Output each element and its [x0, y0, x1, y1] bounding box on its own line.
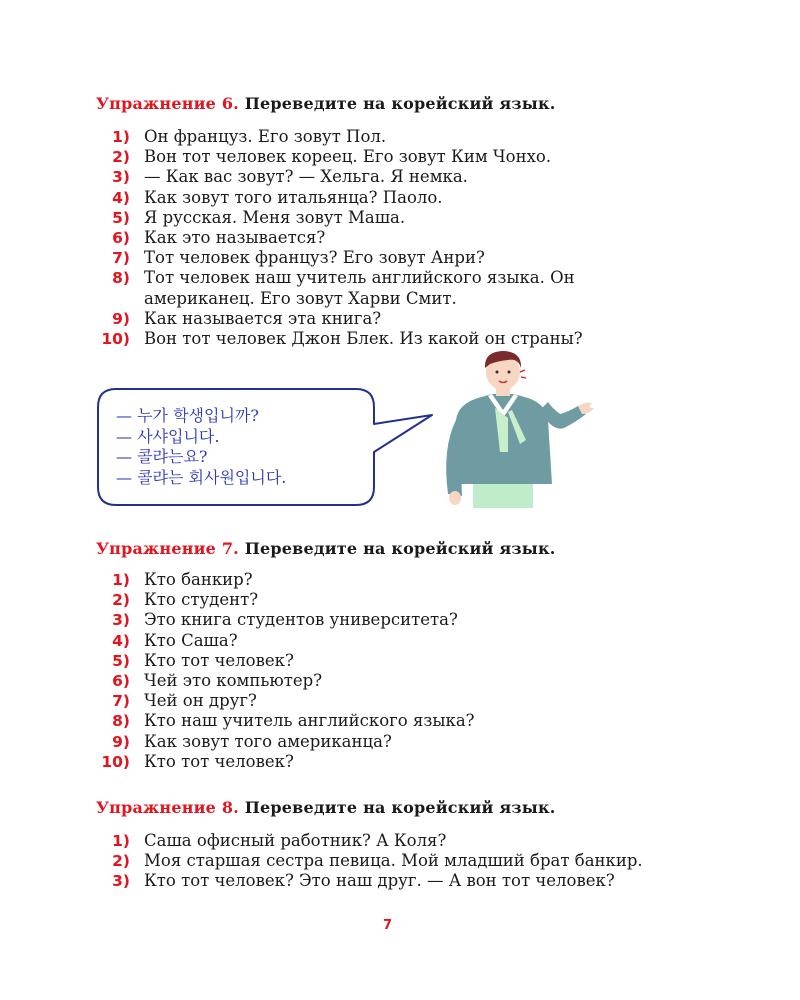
- item-number: 9): [112, 309, 130, 328]
- list-item: [0, 248, 800, 268]
- item-text: Чей он друг?: [144, 691, 257, 711]
- exercise-6-label: Упражнение 6.: [96, 94, 239, 113]
- item-text: Кто банкир?: [144, 570, 253, 589]
- item-number: 5): [112, 651, 130, 670]
- list-item: [0, 691, 800, 711]
- list-item: [0, 711, 800, 731]
- list-item: [0, 831, 800, 851]
- item-number: 2): [112, 591, 130, 610]
- list-item: [0, 651, 800, 671]
- item-text: Как называется эта книга?: [144, 308, 382, 328]
- exercise-8-heading: [96, 798, 556, 817]
- man-in-hanbok-icon: [428, 348, 598, 508]
- item-number: 8): [112, 712, 130, 731]
- item-number: 7): [112, 249, 130, 268]
- item-text: Моя старшая сестра певица. Мой младший брат банкир.: [144, 851, 643, 871]
- page-number: 7: [382, 918, 393, 933]
- list-item: [0, 590, 800, 610]
- list-item: [0, 228, 800, 248]
- list-item: [0, 851, 800, 871]
- dialogue-lines: [116, 406, 286, 488]
- item-text: Как зовут того американца?: [144, 731, 392, 751]
- item-text: Кто тот человек? Это наш друг. — А вон тот человек?: [144, 871, 615, 891]
- exercise-8-label: Упражнение 8.: [96, 798, 239, 817]
- item-number: 1): [112, 571, 130, 589]
- item-number: 8): [112, 269, 130, 288]
- list-item: [0, 309, 800, 329]
- item-text: Тот человек француз? Его зовут Анри?: [144, 248, 485, 268]
- item-text: Кто наш учитель английского языка?: [144, 711, 475, 731]
- list-item: [0, 671, 800, 691]
- item-text: Кто тот человек?: [144, 751, 294, 771]
- item-number: 4): [112, 188, 130, 207]
- item-text: Как это называется?: [144, 228, 326, 248]
- exercise-8-list: [0, 831, 800, 892]
- item-number: 3): [112, 611, 130, 630]
- item-text: Он француз. Его зовут Пол.: [144, 127, 387, 146]
- man-illustration: [428, 348, 598, 512]
- item-text: Я русская. Меня зовут Маша.: [144, 207, 406, 227]
- list-item: [0, 871, 800, 891]
- exercise-8-instruction: Переведите на корейский язык.: [244, 798, 556, 817]
- item-number: 10): [101, 330, 130, 349]
- item-text: Чей это компьютер?: [144, 671, 323, 691]
- item-text: Кто студент?: [144, 590, 259, 610]
- list-item: [0, 732, 800, 752]
- item-number: 3): [112, 872, 130, 891]
- exercise-7-heading: [96, 539, 556, 558]
- exercise-7-list: [0, 570, 800, 772]
- list-item: [0, 167, 800, 187]
- dialogue-line: — 콜랴는요?: [116, 447, 208, 466]
- item-number: 1): [112, 128, 130, 146]
- list-item: [0, 188, 800, 208]
- item-number: 10): [101, 752, 130, 771]
- list-item: [0, 147, 800, 167]
- list-item: [0, 208, 800, 228]
- list-item: [0, 610, 800, 630]
- exercise-6-list: [0, 127, 800, 349]
- dialogue-line: — 사샤입니다.: [116, 426, 220, 446]
- item-text: Саша офисный работник? А Коля?: [144, 831, 447, 850]
- item-number: 3): [112, 168, 130, 187]
- item-text: Вон тот человек Джон Блек. Из какой он страны?: [144, 329, 583, 349]
- list-item: [0, 127, 800, 147]
- list-item: [0, 329, 800, 349]
- list-item: [0, 570, 800, 590]
- item-number: 6): [112, 672, 130, 691]
- item-text: — Как вас зовут? — Хельга. Я немка.: [144, 167, 468, 187]
- item-text: Вон тот человек кореец. Его зовут Ким Чонхо.: [144, 147, 552, 167]
- item-text: Кто Саша?: [144, 630, 238, 650]
- item-number: 5): [112, 208, 130, 227]
- exercise-6-instruction: Переведите на корейский язык.: [244, 94, 556, 113]
- speech-bubble: [94, 388, 439, 512]
- item-number: 4): [112, 631, 130, 650]
- item-number: 7): [112, 692, 130, 711]
- dialogue-line: — 누가 학생입니까?: [116, 406, 259, 425]
- item-text: Тот человек наш учитель английского языка. Он американец. Его зовут Харви Смит.: [144, 268, 575, 308]
- list-item: [0, 631, 800, 651]
- exercise-6-heading: [96, 94, 556, 113]
- item-number: 2): [112, 148, 130, 167]
- dialogue-line: — 콜랴는 회사원입니다.: [116, 467, 287, 487]
- item-text: Как зовут того итальянца? Паоло.: [144, 187, 443, 207]
- item-number: 6): [112, 229, 130, 248]
- item-number: 2): [112, 852, 130, 871]
- item-number: 1): [112, 832, 130, 850]
- item-number: 9): [112, 732, 130, 751]
- list-item: [0, 268, 800, 308]
- item-text: Это книга студентов университета?: [144, 610, 458, 630]
- exercise-7-instruction: Переведите на корейский язык.: [244, 539, 556, 558]
- item-text: Кто тот человек?: [144, 650, 294, 670]
- exercise-7-label: Упражнение 7.: [96, 539, 239, 558]
- list-item: [0, 752, 800, 772]
